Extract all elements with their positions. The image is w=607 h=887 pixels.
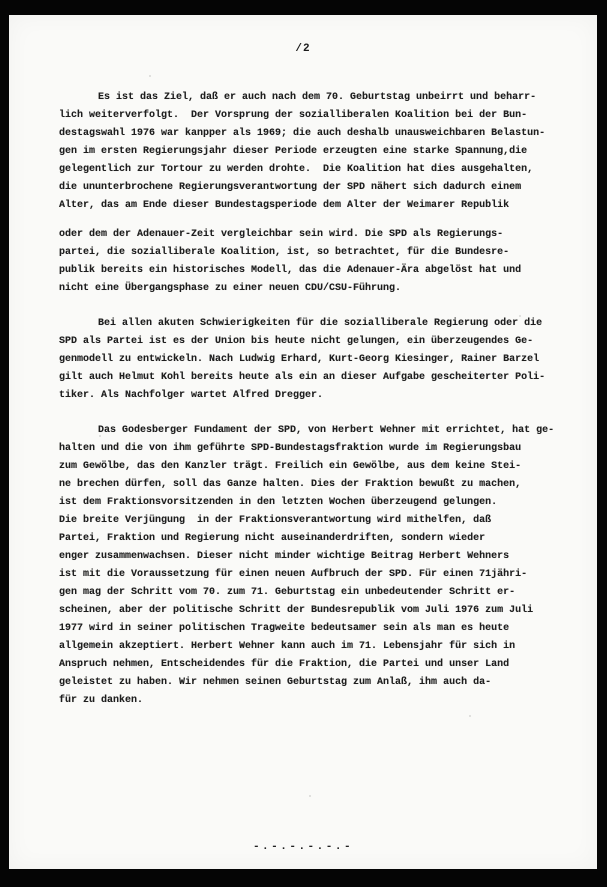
- scan-speck: [469, 715, 471, 717]
- text-line: 1977 wird in seiner politischen Tragweite bedeutsamer sein als man es heute: [59, 623, 510, 634]
- text-line: SPD als Partei ist es der Union bis heute nicht gelungen, ein überzeugendes Ge-: [59, 336, 534, 347]
- text-line: ist dem Fraktionsvorsitzenden in den letzten Wochen überzeugend gelungen.: [59, 497, 498, 508]
- text-line: genmodell zu entwickeln. Nach Ludwig Erhard, Kurt-Georg Kiesinger, Rainer Barzel: [59, 354, 540, 365]
- text-line: Es ist das Ziel, daß er auch nach dem 70. Geburtstag unbeirrt und beharr-: [98, 92, 537, 103]
- text-line: gilt auch Helmut Kohl bereits heute als ein an dieser Aufgabe gescheiterter Poli-: [59, 372, 546, 383]
- paragraph: [59, 89, 559, 215]
- paragraph: [59, 422, 559, 710]
- text-line: ne brechen dürfen, soll das Ganze halten. Dies der Fraktion bewußt zu machen,: [59, 479, 522, 490]
- text-line: ist mit die Voraussetzung für einen neuen Aufbruch der SPD. Für einen 71jähri-: [59, 569, 528, 580]
- text-line: gen im ersten Regierungsjahr dieser Periode erzeugten eine starke Spannung,die: [59, 146, 528, 157]
- text-line: partei, die sozialliberale Koalition, ist, so betrachtet, für die Bundesre-: [59, 247, 510, 258]
- document-page: [9, 15, 597, 869]
- text-line: Partei, Fraktion und Regierung nicht auseinanderdriften, sondern wieder: [59, 533, 486, 544]
- text-line: Das Godesberger Fundament der SPD, von Herbert Wehner mit errichtet, hat ge-: [98, 425, 555, 436]
- text-line: gen mag der Schritt vom 70. zum 71. Geburtstag ein unbedeutender Schritt er-: [59, 587, 516, 598]
- document-body: [59, 89, 559, 710]
- text-line: enger zusammenwachsen. Dieser nicht minder wichtige Beitrag Herbert Wehners: [59, 551, 510, 562]
- text-line: oder dem der Adenauer-Zeit vergleichbar sein wird. Die SPD als Regierungs-: [59, 229, 504, 240]
- text-line: nicht eine Übergangsphase zu einer neuen CDU/CSU-Führung.: [59, 283, 402, 294]
- text-line: halten und die von ihm geführte SPD-Bundestagsfraktion wurde im Regierungsbau: [59, 443, 522, 454]
- paragraph: [59, 315, 559, 405]
- text-line: für zu danken.: [59, 695, 144, 706]
- paragraph: [59, 226, 559, 298]
- text-line: Anspruch nehmen, Entscheidendes für die Fraktion, die Partei und unser Land: [59, 659, 510, 670]
- text-line: gelegentlich zur Tortour zu werden drohte. Die Koalition hat dies ausgehalten,: [59, 164, 534, 175]
- text-line: zum Gewölbe, das den Kanzler trägt. Freilich ein Gewölbe, aus dem keine Stei-: [59, 461, 522, 472]
- scan-speck: [439, 165, 441, 167]
- text-line: destagswahl 1976 war kanpper als 1969; die auch deshalb unausweichbaren Belastun-: [59, 128, 546, 139]
- text-line: tiker. Als Nachfolger wartet Alfred Dregger.: [59, 390, 324, 401]
- text-line: Alter, das am Ende dieser Bundestagsperiode dem Alter der Weimarer Republik: [59, 200, 510, 211]
- text-line: allgemein akzeptiert. Herbert Wehner kann auch im 71. Lebensjahr für sich in: [59, 641, 516, 652]
- text-line: Bei allen akuten Schwierigkeiten für die sozialliberale Regierung oder die: [98, 318, 543, 329]
- text-line: publik bereits ein historisches Modell, das die Adenauer-Ära abgelöst hat und: [59, 265, 522, 276]
- scan-speck: [99, 435, 101, 437]
- text-line: die ununterbrochene Regierungsverantwortung der SPD nähert sich dadurch einem: [59, 182, 522, 193]
- scan-speck: [149, 75, 151, 77]
- text-line: lich weiterverfolgt. Der Vorsprung der sozialliberalen Koalition bei der Bun-: [59, 110, 528, 121]
- scan-speck: [309, 795, 311, 797]
- scan-speck: [519, 315, 521, 317]
- page-number: /2: [295, 43, 311, 55]
- text-line: scheinen, aber der politische Schritt der Bundesrepublik vom Juli 1976 zum Juli: [59, 605, 534, 616]
- end-of-text-marker: -.-.-.-.-.-: [252, 841, 354, 853]
- text-line: Die breite Verjüngung in der Fraktionsverantwortung wird mithelfen, daß: [59, 515, 492, 526]
- text-line: geleistet zu haben. Wir nehmen seinen Geburtstag zum Anlaß, ihm auch da-: [59, 677, 492, 688]
